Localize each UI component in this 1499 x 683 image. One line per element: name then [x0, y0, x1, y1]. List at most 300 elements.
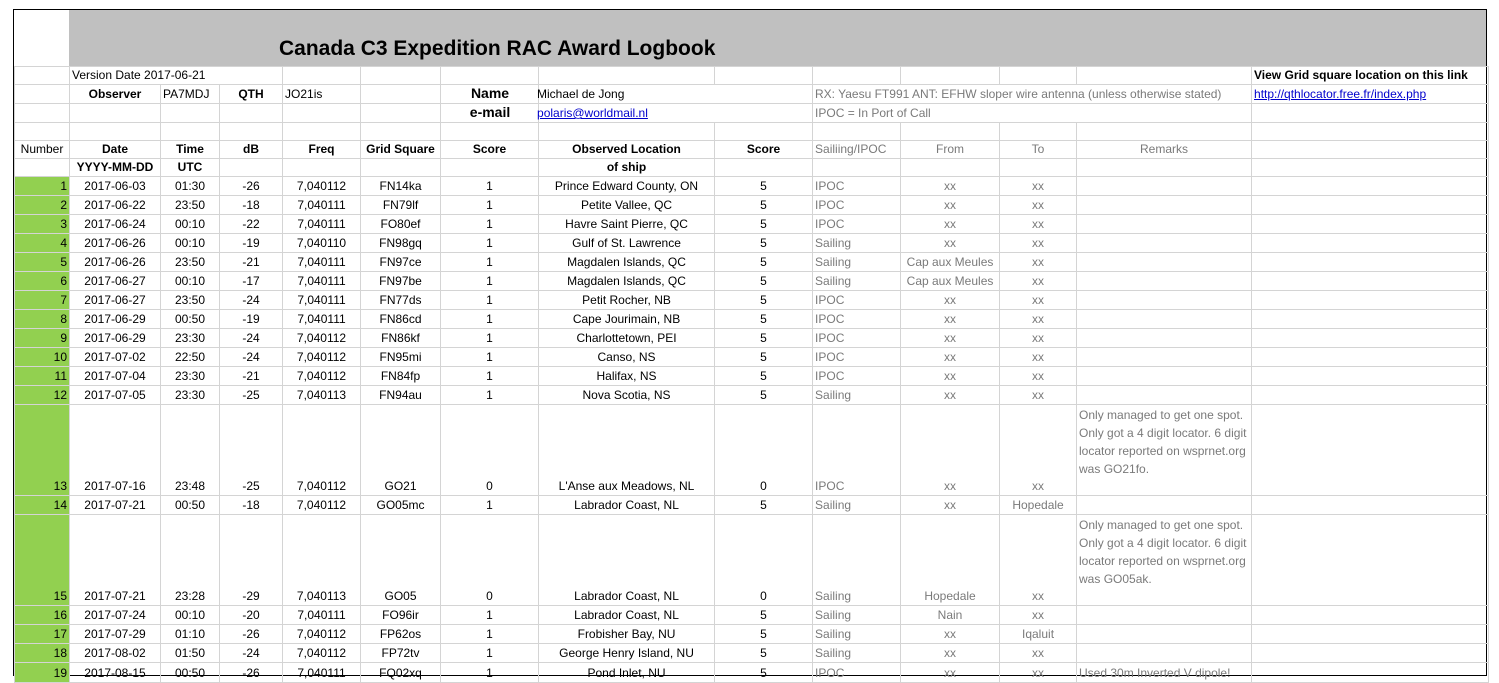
row-remarks [1077, 496, 1252, 515]
row-date: 2017-07-21 [70, 496, 161, 515]
col-to: To [1000, 141, 1077, 159]
title-banner [69, 10, 1486, 66]
row-score: 1 [441, 386, 539, 405]
row-score: 1 [441, 625, 539, 644]
row-from: xx [901, 291, 1000, 310]
row-score-2: 5 [715, 663, 813, 683]
row-score-2: 5 [715, 329, 813, 348]
empty-cell [1252, 329, 1489, 348]
row-remarks [1077, 386, 1252, 405]
email-row [15, 104, 1489, 123]
empty-cell [1252, 291, 1489, 310]
row-number: 11 [15, 367, 70, 386]
row-remarks [1077, 329, 1252, 348]
row-to: xx [1000, 405, 1077, 496]
row-from: xx [901, 310, 1000, 329]
row-time: 01:50 [161, 644, 220, 663]
row-score: 1 [441, 329, 539, 348]
col-freq: Freq [283, 141, 361, 159]
empty-cell [1252, 348, 1489, 367]
row-date: 2017-07-04 [70, 367, 161, 386]
row-score: 1 [441, 348, 539, 367]
row-status: Sailing [813, 272, 901, 291]
row-date: 2017-07-05 [70, 386, 161, 405]
table-row [15, 291, 1489, 310]
subheader-row [15, 159, 1489, 177]
row-from: Nain [901, 606, 1000, 625]
row-to: xx [1000, 215, 1077, 234]
row-grid-square: FN84fp [361, 367, 441, 386]
row-status: Sailing [813, 625, 901, 644]
row-from: xx [901, 196, 1000, 215]
row-to: xx [1000, 348, 1077, 367]
row-freq: 7,040113 [283, 386, 361, 405]
col-remarks: Remarks [1077, 141, 1252, 159]
row-grid-square: FN98gq [361, 234, 441, 253]
row-to: xx [1000, 310, 1077, 329]
name-value: Michael de Jong [537, 87, 625, 101]
row-number: 2 [15, 196, 70, 215]
row-time: 23:50 [161, 253, 220, 272]
spreadsheet [13, 9, 1487, 680]
row-grid-square: FN97ce [361, 253, 441, 272]
table-row [15, 405, 1489, 496]
row-freq: 7,040111 [283, 663, 361, 683]
row-location: Prince Edward County, ON [539, 177, 715, 196]
row-freq: 7,040111 [283, 215, 361, 234]
row-to: xx [1000, 291, 1077, 310]
empty-cell [1252, 606, 1489, 625]
row-location: Labrador Coast, NL [539, 606, 715, 625]
row-grid-square: GO21 [361, 405, 441, 496]
row-status: IPOC [813, 663, 901, 683]
row-freq: 7,040112 [283, 625, 361, 644]
row-score-2: 5 [715, 196, 813, 215]
row-grid-square: FO96ir [361, 606, 441, 625]
row-number: 16 [15, 606, 70, 625]
table-row [15, 310, 1489, 329]
table-row [15, 386, 1489, 405]
row-status: Sailing [813, 644, 901, 663]
row-status: Sailing [813, 496, 901, 515]
row-db: -19 [220, 310, 283, 329]
row-remarks [1077, 253, 1252, 272]
row-location: Pond Inlet, NU [539, 663, 715, 683]
row-score-2: 5 [715, 177, 813, 196]
row-time: 23:30 [161, 367, 220, 386]
row-date: 2017-06-22 [70, 196, 161, 215]
col-grid-square: Grid Square [361, 141, 441, 159]
row-grid-square: FN14ka [361, 177, 441, 196]
row-score-2: 5 [715, 234, 813, 253]
row-db: -24 [220, 644, 283, 663]
row-number: 5 [15, 253, 70, 272]
table-row [15, 329, 1489, 348]
row-score-2: 5 [715, 272, 813, 291]
date-format: YYYY-MM-DD [70, 159, 161, 177]
row-db: -25 [220, 405, 283, 496]
grid-link-label: View Grid square location on this link [1252, 67, 1489, 85]
empty-cell [1252, 177, 1489, 196]
version-row [15, 67, 1489, 85]
row-freq: 7,040112 [283, 644, 361, 663]
table-row [15, 496, 1489, 515]
row-freq: 7,040111 [283, 606, 361, 625]
row-grid-square: FN79lf [361, 196, 441, 215]
row-remarks: Used 30m Inverted V dipole! [1077, 663, 1252, 683]
row-to: Iqaluit [1000, 625, 1077, 644]
row-db: -18 [220, 496, 283, 515]
empty-cell [1252, 215, 1489, 234]
row-from: xx [901, 348, 1000, 367]
row-status: Sailing [813, 386, 901, 405]
row-date: 2017-07-02 [70, 348, 161, 367]
row-number: 12 [15, 386, 70, 405]
row-status: IPOC [813, 348, 901, 367]
observer-value: PA7MDJ [161, 85, 220, 104]
row-status: IPOC [813, 291, 901, 310]
row-location: L'Anse aux Meadows, NL [539, 405, 715, 496]
row-status: Sailing [813, 234, 901, 253]
row-score-2: 5 [715, 367, 813, 386]
row-status: IPOC [813, 310, 901, 329]
row-db: -22 [220, 215, 283, 234]
version-date: Version Date 2017-06-21 [70, 67, 283, 85]
row-date: 2017-06-27 [70, 291, 161, 310]
qth-value: JO21is [283, 85, 361, 104]
row-remarks [1077, 291, 1252, 310]
row-score: 0 [441, 515, 539, 606]
empty-cell [1252, 405, 1489, 496]
row-grid-square: FN77ds [361, 291, 441, 310]
row-time: 23:30 [161, 329, 220, 348]
row-remarks [1077, 367, 1252, 386]
col-score: Score [441, 141, 539, 159]
row-location: Canso, NS [539, 348, 715, 367]
row-freq: 7,040110 [283, 234, 361, 253]
row-number: 9 [15, 329, 70, 348]
row-number: 1 [15, 177, 70, 196]
row-time: 00:10 [161, 272, 220, 291]
row-remarks [1077, 177, 1252, 196]
row-db: -17 [220, 272, 283, 291]
row-time: 23:50 [161, 291, 220, 310]
row-number: 13 [15, 405, 70, 496]
row-grid-square: FO80ef [361, 215, 441, 234]
row-score: 1 [441, 272, 539, 291]
col-db: dB [220, 141, 283, 159]
row-location: Havre Saint Pierre, QC [539, 215, 715, 234]
col-time: Time [161, 141, 220, 159]
row-remarks [1077, 310, 1252, 329]
row-from: Cap aux Meules [901, 253, 1000, 272]
row-grid-square: FQ02xq [361, 663, 441, 683]
row-remarks [1077, 625, 1252, 644]
row-freq: 7,040112 [283, 348, 361, 367]
row-status: Sailing [813, 515, 901, 606]
row-location: Labrador Coast, NL [539, 496, 715, 515]
row-date: 2017-06-29 [70, 310, 161, 329]
row-status: IPOC [813, 329, 901, 348]
row-freq: 7,040112 [283, 405, 361, 496]
row-status: IPOC [813, 215, 901, 234]
table-row [15, 234, 1489, 253]
row-to: xx [1000, 234, 1077, 253]
row-number: 6 [15, 272, 70, 291]
row-score-2: 0 [715, 405, 813, 496]
row-score-2: 5 [715, 348, 813, 367]
row-to: xx [1000, 272, 1077, 291]
row-freq: 7,040111 [283, 310, 361, 329]
row-from: Hopedale [901, 515, 1000, 606]
row-location: George Henry Island, NU [539, 644, 715, 663]
row-from: Cap aux Meules [901, 272, 1000, 291]
row-status: IPOC [813, 367, 901, 386]
row-number: 18 [15, 644, 70, 663]
row-db: -29 [220, 515, 283, 606]
row-score-2: 5 [715, 310, 813, 329]
row-date: 2017-06-24 [70, 215, 161, 234]
row-date: 2017-08-02 [70, 644, 161, 663]
row-time: 00:50 [161, 663, 220, 683]
column-header-row [15, 141, 1489, 159]
row-location: Magdalen Islands, QC [539, 272, 715, 291]
row-time: 01:30 [161, 177, 220, 196]
qth-label: QTH [220, 85, 283, 104]
row-score: 0 [441, 405, 539, 496]
row-score-2: 5 [715, 291, 813, 310]
row-score: 1 [441, 253, 539, 272]
row-to: xx [1000, 644, 1077, 663]
row-to: xx [1000, 253, 1077, 272]
col-observed-location: Observed Location [539, 141, 715, 159]
row-score: 1 [441, 196, 539, 215]
row-grid-square: FP72tv [361, 644, 441, 663]
row-score: 1 [441, 606, 539, 625]
observer-row [15, 85, 1489, 104]
row-score: 1 [441, 496, 539, 515]
row-time: 23:48 [161, 405, 220, 496]
empty-cell [1252, 272, 1489, 291]
row-date: 2017-08-15 [70, 663, 161, 683]
row-score-2: 5 [715, 253, 813, 272]
empty-cell [1252, 367, 1489, 386]
row-number: 8 [15, 310, 70, 329]
row-time: 00:50 [161, 310, 220, 329]
row-freq: 7,040112 [283, 177, 361, 196]
row-location: Frobisher Bay, NU [539, 625, 715, 644]
row-db: -25 [220, 386, 283, 405]
rx-antenna-info: RX: Yaesu FT991 ANT: EFHW sloper wire antenna (unless otherwise stated) [813, 85, 1252, 104]
row-db: -19 [220, 234, 283, 253]
row-remarks [1077, 215, 1252, 234]
location-subheader: of ship [539, 159, 715, 177]
row-date: 2017-06-29 [70, 329, 161, 348]
row-remarks [1077, 348, 1252, 367]
row-to: xx [1000, 386, 1077, 405]
row-location: Petite Vallee, QC [539, 196, 715, 215]
row-time: 23:50 [161, 196, 220, 215]
row-location: Nova Scotia, NS [539, 386, 715, 405]
empty-cell [1252, 515, 1489, 606]
row-db: -26 [220, 625, 283, 644]
row-number: 19 [15, 663, 70, 683]
row-number: 10 [15, 348, 70, 367]
row-to: xx [1000, 177, 1077, 196]
col-from: From [901, 141, 1000, 159]
row-from: xx [901, 496, 1000, 515]
empty-cell [1252, 386, 1489, 405]
row-score-2: 5 [715, 386, 813, 405]
row-from: xx [901, 405, 1000, 496]
row-score-2: 5 [715, 606, 813, 625]
row-db: -21 [220, 367, 283, 386]
row-grid-square: FN97be [361, 272, 441, 291]
row-status: IPOC [813, 196, 901, 215]
row-score: 1 [441, 367, 539, 386]
row-number: 15 [15, 515, 70, 606]
ipoc-legend: IPOC = In Port of Call [813, 104, 1252, 123]
row-score: 1 [441, 644, 539, 663]
row-score-2: 5 [715, 625, 813, 644]
row-from: xx [901, 386, 1000, 405]
row-grid-square: FP62os [361, 625, 441, 644]
table-row [15, 367, 1489, 386]
row-status: Sailing [813, 606, 901, 625]
row-status: IPOC [813, 177, 901, 196]
row-from: xx [901, 177, 1000, 196]
row-location: Halifax, NS [539, 367, 715, 386]
row-date: 2017-07-21 [70, 515, 161, 606]
row-db: -24 [220, 348, 283, 367]
row-score: 1 [441, 291, 539, 310]
name-label: Name [470, 85, 510, 101]
row-freq: 7,040111 [283, 196, 361, 215]
table-row [15, 663, 1489, 683]
empty-cell [1252, 253, 1489, 272]
row-to: xx [1000, 329, 1077, 348]
row-date: 2017-07-29 [70, 625, 161, 644]
row-remarks [1077, 196, 1252, 215]
email-link[interactable]: polaris@worldmail.nl [537, 106, 648, 120]
table-row [15, 253, 1489, 272]
row-db: -21 [220, 253, 283, 272]
row-to: xx [1000, 606, 1077, 625]
empty-cell [1252, 310, 1489, 329]
row-from: xx [901, 644, 1000, 663]
row-number: 17 [15, 625, 70, 644]
row-remarks [1077, 644, 1252, 663]
row-freq: 7,040111 [283, 272, 361, 291]
row-grid-square: FN95mi [361, 348, 441, 367]
row-remarks [1077, 606, 1252, 625]
row-freq: 7,040112 [283, 367, 361, 386]
row-location: Cape Jourimain, NB [539, 310, 715, 329]
col-sailing-ipoc: Sailiing/IPOC [813, 141, 901, 159]
empty-cell [1252, 663, 1489, 683]
row-db: -26 [220, 177, 283, 196]
table-row [15, 215, 1489, 234]
row-time: 23:30 [161, 386, 220, 405]
empty-cell [1252, 196, 1489, 215]
row-score: 1 [441, 215, 539, 234]
row-number: 4 [15, 234, 70, 253]
row-from: xx [901, 215, 1000, 234]
row-from: xx [901, 625, 1000, 644]
row-remarks [1077, 234, 1252, 253]
row-from: xx [901, 329, 1000, 348]
row-number: 7 [15, 291, 70, 310]
col-date: Date [70, 141, 161, 159]
row-time: 22:50 [161, 348, 220, 367]
empty-cell [1252, 496, 1489, 515]
row-location: Magdalen Islands, QC [539, 253, 715, 272]
row-db: -20 [220, 606, 283, 625]
row-from: xx [901, 663, 1000, 683]
row-score-2: 5 [715, 215, 813, 234]
row-db: -24 [220, 291, 283, 310]
row-date: 2017-06-26 [70, 234, 161, 253]
row-grid-square: GO05 [361, 515, 441, 606]
empty-cell [1252, 625, 1489, 644]
row-date: 2017-06-26 [70, 253, 161, 272]
row-time: 00:10 [161, 234, 220, 253]
row-status: Sailing [813, 253, 901, 272]
row-number: 14 [15, 496, 70, 515]
row-date: 2017-07-24 [70, 606, 161, 625]
row-grid-square: GO05mc [361, 496, 441, 515]
row-to: Hopedale [1000, 496, 1077, 515]
table-row [15, 177, 1489, 196]
row-time: 00:10 [161, 606, 220, 625]
row-to: xx [1000, 515, 1077, 606]
row-location: Charlottetown, PEI [539, 329, 715, 348]
empty-cell [1252, 644, 1489, 663]
row-date: 2017-07-16 [70, 405, 161, 496]
table-row [15, 272, 1489, 291]
row-remarks: Only managed to get one spot. Only got a 4 digit locator. 6 digit locator reported on wsprnet.org was GO21fo. [1077, 405, 1252, 496]
row-to: xx [1000, 196, 1077, 215]
row-remarks: Only managed to get one spot. Only got a 4 digit locator. 6 digit locator reported on wsprnet.org was GO05ak. [1077, 515, 1252, 606]
row-grid-square: FN94au [361, 386, 441, 405]
row-from: xx [901, 367, 1000, 386]
spacer-row [15, 123, 1489, 141]
row-score: 1 [441, 310, 539, 329]
row-location: Petit Rocher, NB [539, 291, 715, 310]
row-freq: 7,040111 [283, 291, 361, 310]
row-score: 1 [441, 177, 539, 196]
row-score-2: 5 [715, 496, 813, 515]
row-db: -18 [220, 196, 283, 215]
table-row [15, 515, 1489, 606]
table-row [15, 196, 1489, 215]
row-time: 00:10 [161, 215, 220, 234]
table-row [15, 606, 1489, 625]
empty-cell [1252, 234, 1489, 253]
email-label: e-mail [469, 104, 511, 120]
table-row [15, 625, 1489, 644]
row-status: IPOC [813, 405, 901, 496]
row-time: 01:10 [161, 625, 220, 644]
row-time: 00:50 [161, 496, 220, 515]
observer-label: Observer [70, 85, 161, 104]
row-score: 1 [441, 234, 539, 253]
grid-link-url[interactable]: http://qthlocator.free.fr/index.php [1254, 87, 1427, 101]
row-to: xx [1000, 663, 1077, 683]
row-location: Labrador Coast, NL [539, 515, 715, 606]
row-freq: 7,040112 [283, 496, 361, 515]
row-time: 23:28 [161, 515, 220, 606]
